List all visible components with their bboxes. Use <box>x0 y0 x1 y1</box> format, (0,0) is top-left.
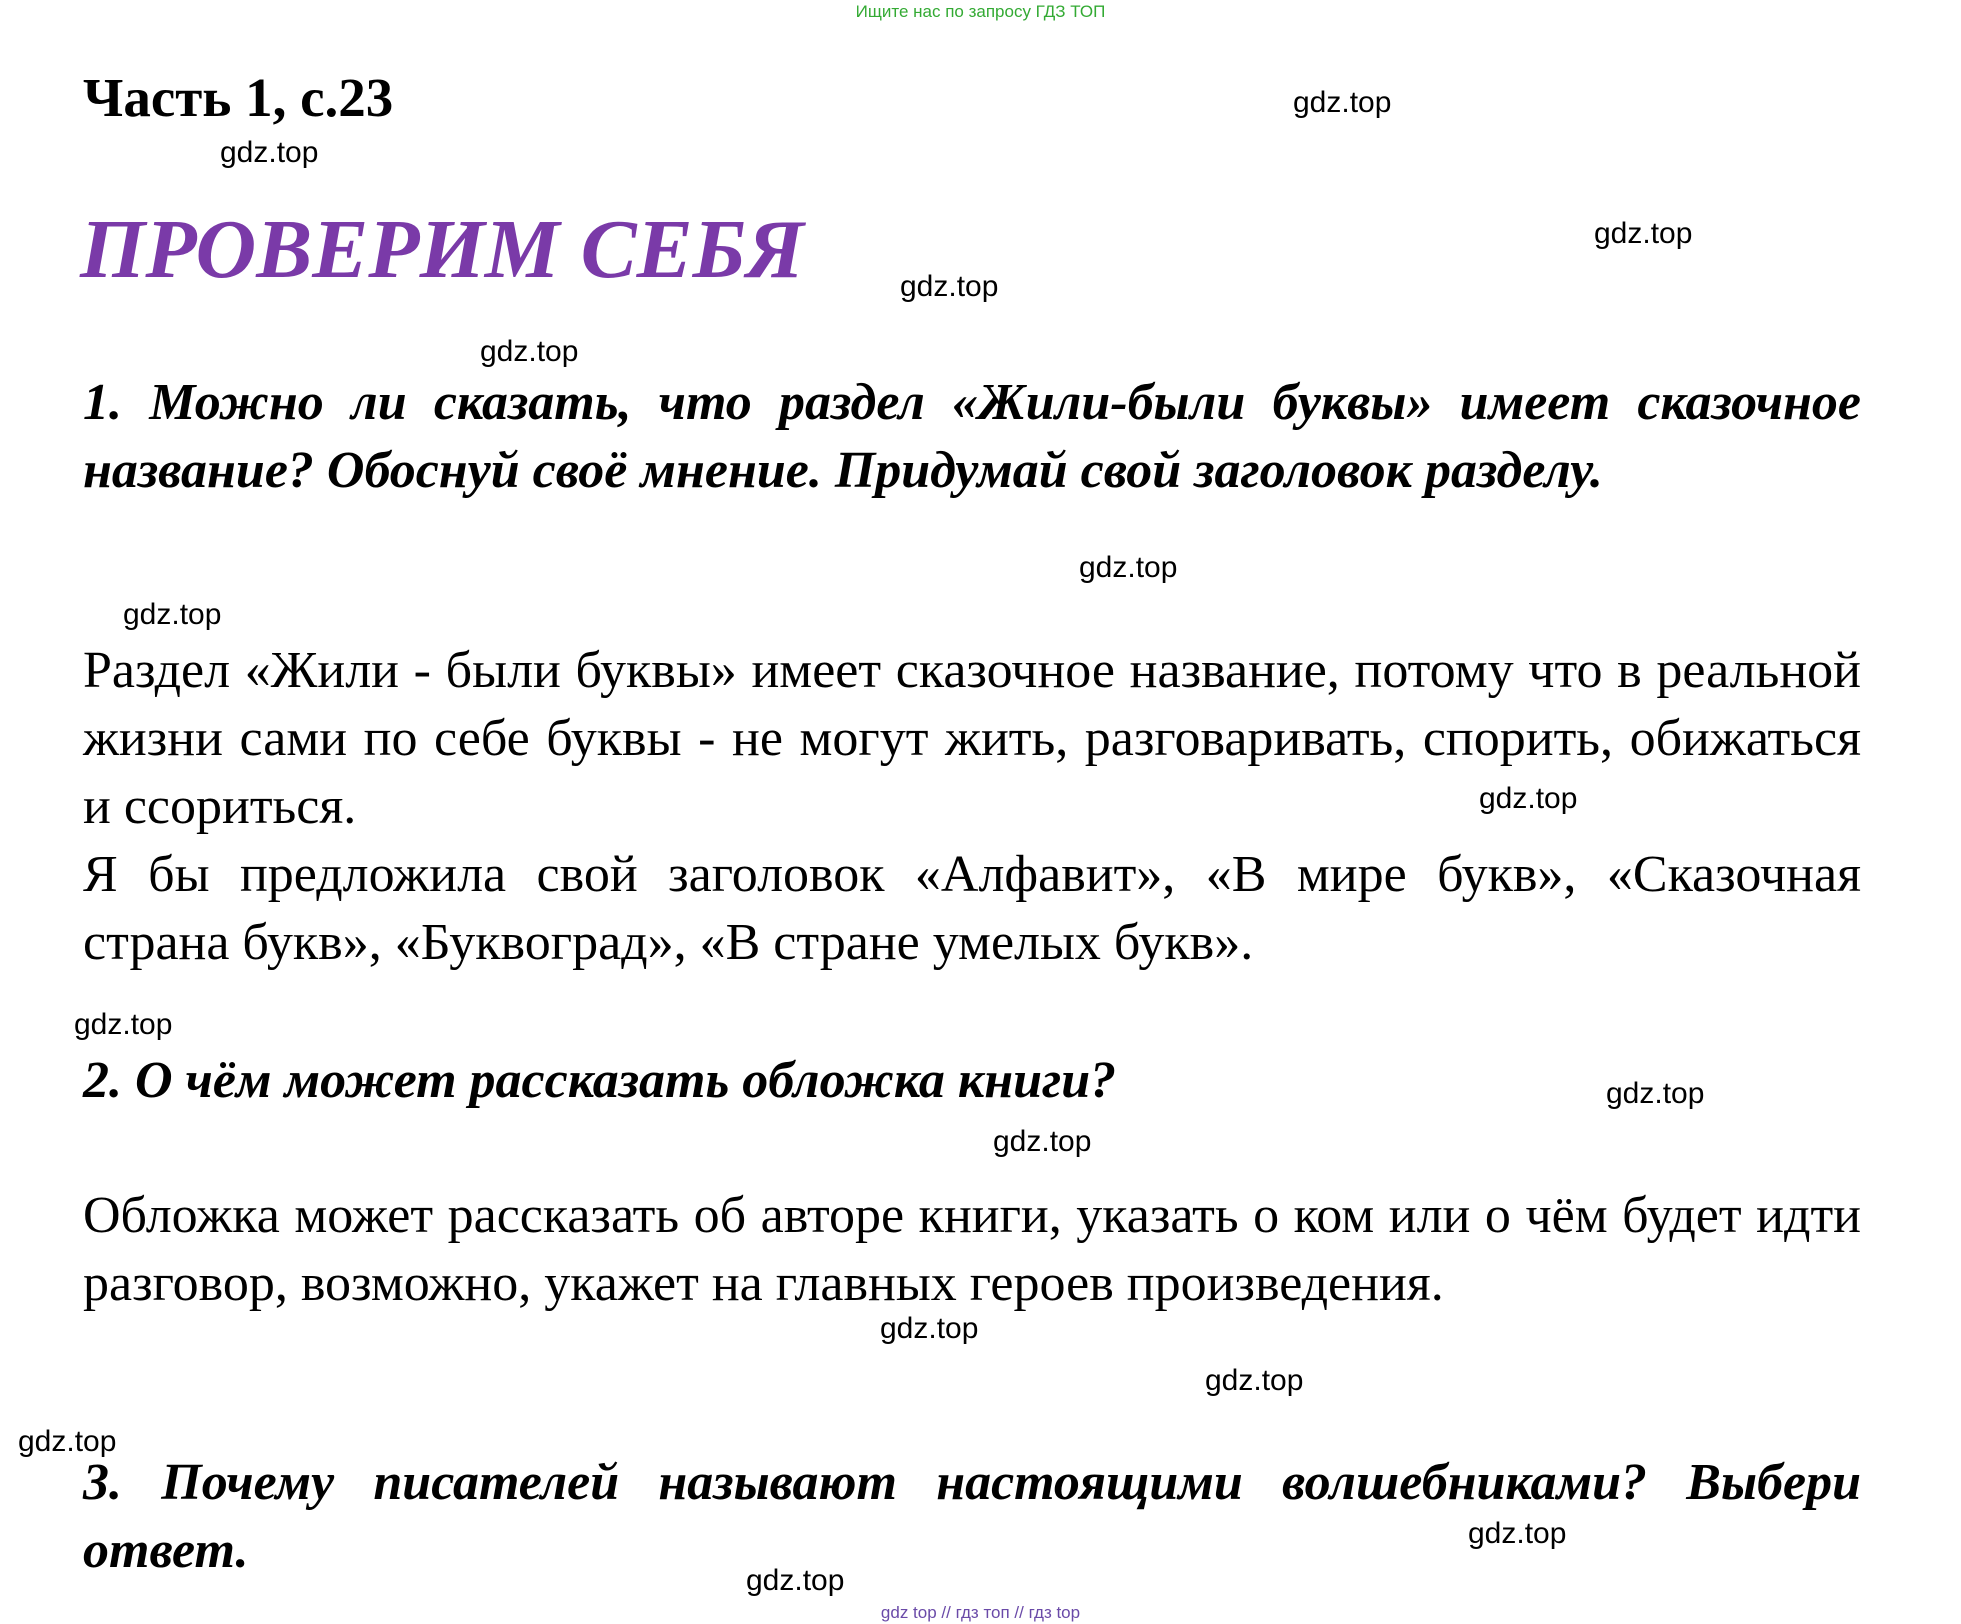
watermark: gdz.top <box>18 1425 117 1458</box>
section-title: ПРОВЕРИМ СЕБЯ <box>80 203 804 296</box>
watermark: gdz.top <box>1079 551 1178 584</box>
watermark: gdz.top <box>220 136 319 169</box>
watermark: gdz.top <box>1468 1517 1567 1550</box>
watermark: gdz.top <box>480 335 579 368</box>
watermark: gdz.top <box>74 1008 173 1041</box>
answer-2-paragraph-1: Обложка может рассказать об авторе книги, указать о ком или о чём будет идти разговор, возможно, укажет на главных героев произведения. <box>83 1187 1861 1312</box>
watermark: gdz.top <box>746 1564 845 1597</box>
question-2: 2. О чём может рассказать обложка книги? <box>83 1052 1117 1109</box>
question-1: 1. Можно ли сказать, что раздел «Жили-были буквы» имеет сказочное название? Обоснуй своё мнение. Придумай свой заголовок разделу. <box>83 374 1861 499</box>
answer-1-paragraph-2: Я бы предложила свой заголовок «Алфавит», «В мире букв», «Сказочная страна букв», «Буквоград», «В стране умелых букв». <box>83 846 1861 971</box>
watermark: gdz.top <box>1606 1077 1705 1110</box>
watermark: gdz.top <box>880 1312 979 1345</box>
watermark: gdz.top <box>1479 782 1578 815</box>
watermark: gdz.top <box>1293 86 1392 119</box>
watermark: gdz.top <box>123 598 222 631</box>
answer-2 <box>83 1182 1861 1318</box>
watermark: gdz.top <box>993 1125 1092 1158</box>
bottom-banner: gdz top // гдз топ // гдз top <box>880 1603 1081 1622</box>
watermark: gdz.top <box>1594 217 1693 250</box>
part-title: Часть 1, с.23 <box>83 67 394 128</box>
question-3: 3. Почему писателей называют настоящими волшебниками? Выбери ответ. <box>83 1454 1861 1579</box>
top-banner: Ищите нас по запросу ГДЗ ТОП <box>855 2 1106 21</box>
watermark: gdz.top <box>1205 1364 1304 1397</box>
answer-1-paragraph-1: Раздел «Жили - были буквы» имеет сказочное название, потому что в реальной жизни сами по себе буквы - не могут жить, разговаривать, спорить, обижаться и ссориться. <box>83 642 1861 835</box>
watermark: gdz.top <box>900 270 999 303</box>
answer-1 <box>83 637 1861 977</box>
